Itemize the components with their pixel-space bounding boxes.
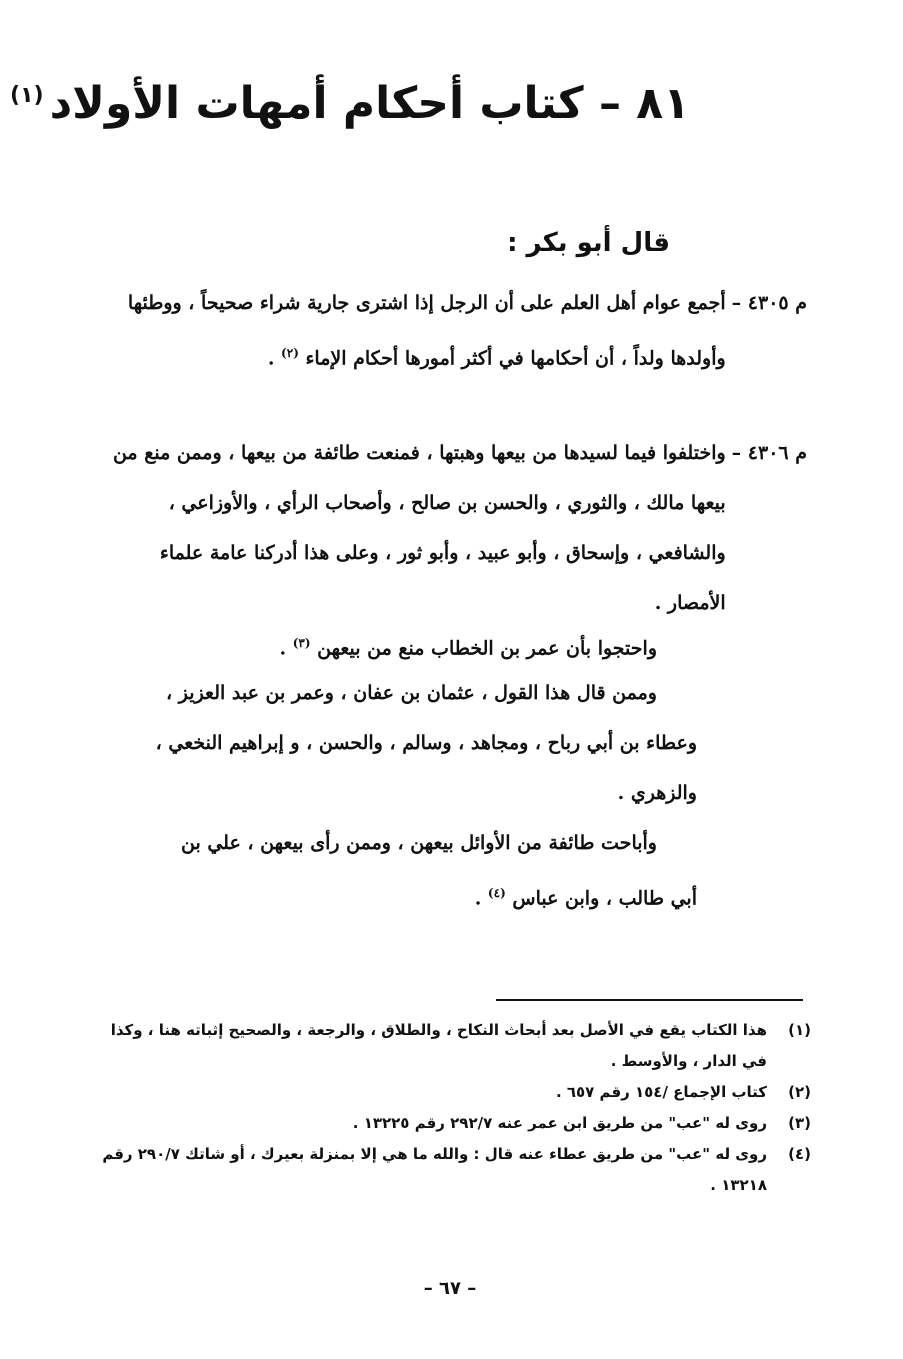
footnote-2 xyxy=(86,1077,811,1108)
footnote-ref: (٤) xyxy=(487,886,506,900)
entry-number: م ٤٣٠٦ – xyxy=(731,442,807,464)
paragraph-permitters xyxy=(97,818,807,923)
entry-4305 xyxy=(97,278,807,383)
entry-tail: . xyxy=(267,347,282,370)
footnote-3 xyxy=(86,1108,811,1139)
footnote-text: كتاب الإجماع /١٥٤ رقم ٦٥٧ . xyxy=(555,1083,767,1101)
chapter-footnote-ref: (١) xyxy=(10,83,44,109)
paragraph-first-line: وأباحت طائفة من الأوائل بيعهن ، وممن رأى بيعهن ، علي بن xyxy=(180,832,657,854)
paragraph-text: واحتجوا بأن عمر بن الخطاب منع من بيعهن xyxy=(317,637,657,660)
chapter-title xyxy=(10,78,690,129)
footnote-divider xyxy=(496,999,803,1001)
footnote-ref: (٢) xyxy=(281,346,299,360)
paragraph-rest: وعطاء بن أبي رباح ، ومجاهد ، وسالم ، والحسن ، و إبراهيم النخعي ، والزهري . xyxy=(155,732,697,804)
footnotes xyxy=(86,1015,811,1201)
paragraph-line xyxy=(97,618,807,673)
chapter-title-text: ٨١ – كتاب أحكام أمهات الأولاد xyxy=(49,78,690,129)
paragraph-rest xyxy=(97,868,807,923)
footnote-text: روى له "عب" من طريق ابن عمر عنه ٢٩٢/٧ رقم ١٣٢٢٥ . xyxy=(352,1114,767,1132)
footnote-1 xyxy=(86,1015,811,1077)
entry-text xyxy=(97,278,726,383)
page-number: – ٦٧ – xyxy=(423,1278,477,1299)
entry-text: واختلفوا فيما لسيدها من بيعها وهبتها ، فمنعت طائفة من بيعها ، وممن منع من بيعها مالك ، والثوري ، والحسن بن صالح ، وأصحاب الرأي ، والأوزاعي ، والشافعي ، وإسحاق ، وأبو عبيد ، وأبو ثور ، وعلى هذا أدركنا عامة علماء الأمصار . xyxy=(112,442,726,614)
entry-number: م ٤٣٠٥ – xyxy=(731,292,807,314)
paragraph-rest-text: أبي طالب ، وابن عباس xyxy=(512,887,697,910)
footnote-text: هذا الكتاب يقع في الأصل بعد أبحاث النكاح ، والطلاق ، والرجعة ، والصحيح إثباته هنا ، وكذا في الدار ، والأوسط . xyxy=(110,1021,767,1070)
entry-4306 xyxy=(97,428,807,628)
footnote-ref: (٣) xyxy=(292,636,311,650)
footnote-number: (٣) xyxy=(788,1114,811,1132)
speaker-heading: قال أبو بكر : xyxy=(507,228,670,258)
paragraph-tail: . xyxy=(474,887,488,910)
footnote-text: روى له "عب" من طريق عطاء عنه قال : والله ما هي إلا بمنزلة بعيرك ، أو شاتك ٢٩٠/٧ رقم ١٣٢١٨ . xyxy=(102,1145,767,1194)
footnote-number: (٢) xyxy=(788,1083,811,1101)
paragraph-tail: . xyxy=(279,637,293,660)
paragraph-argument xyxy=(97,618,807,673)
paragraph-first-line: وممن قال هذا القول ، عثمان بن عفان ، وعمر بن عبد العزيز ، xyxy=(166,682,657,704)
footnote-number: (١) xyxy=(788,1021,811,1039)
footnote-number: (٤) xyxy=(788,1145,811,1163)
entry-text-body: أجمع عوام أهل العلم على أن الرجل إذا اشترى جارية شراء صحيحاً ، ووطئها وأولدها ولداً ، أن أحكامها في أكثر أمورها أحكام الإماء xyxy=(127,292,726,370)
paragraph-proponents xyxy=(97,668,807,818)
footnote-4 xyxy=(86,1139,811,1201)
